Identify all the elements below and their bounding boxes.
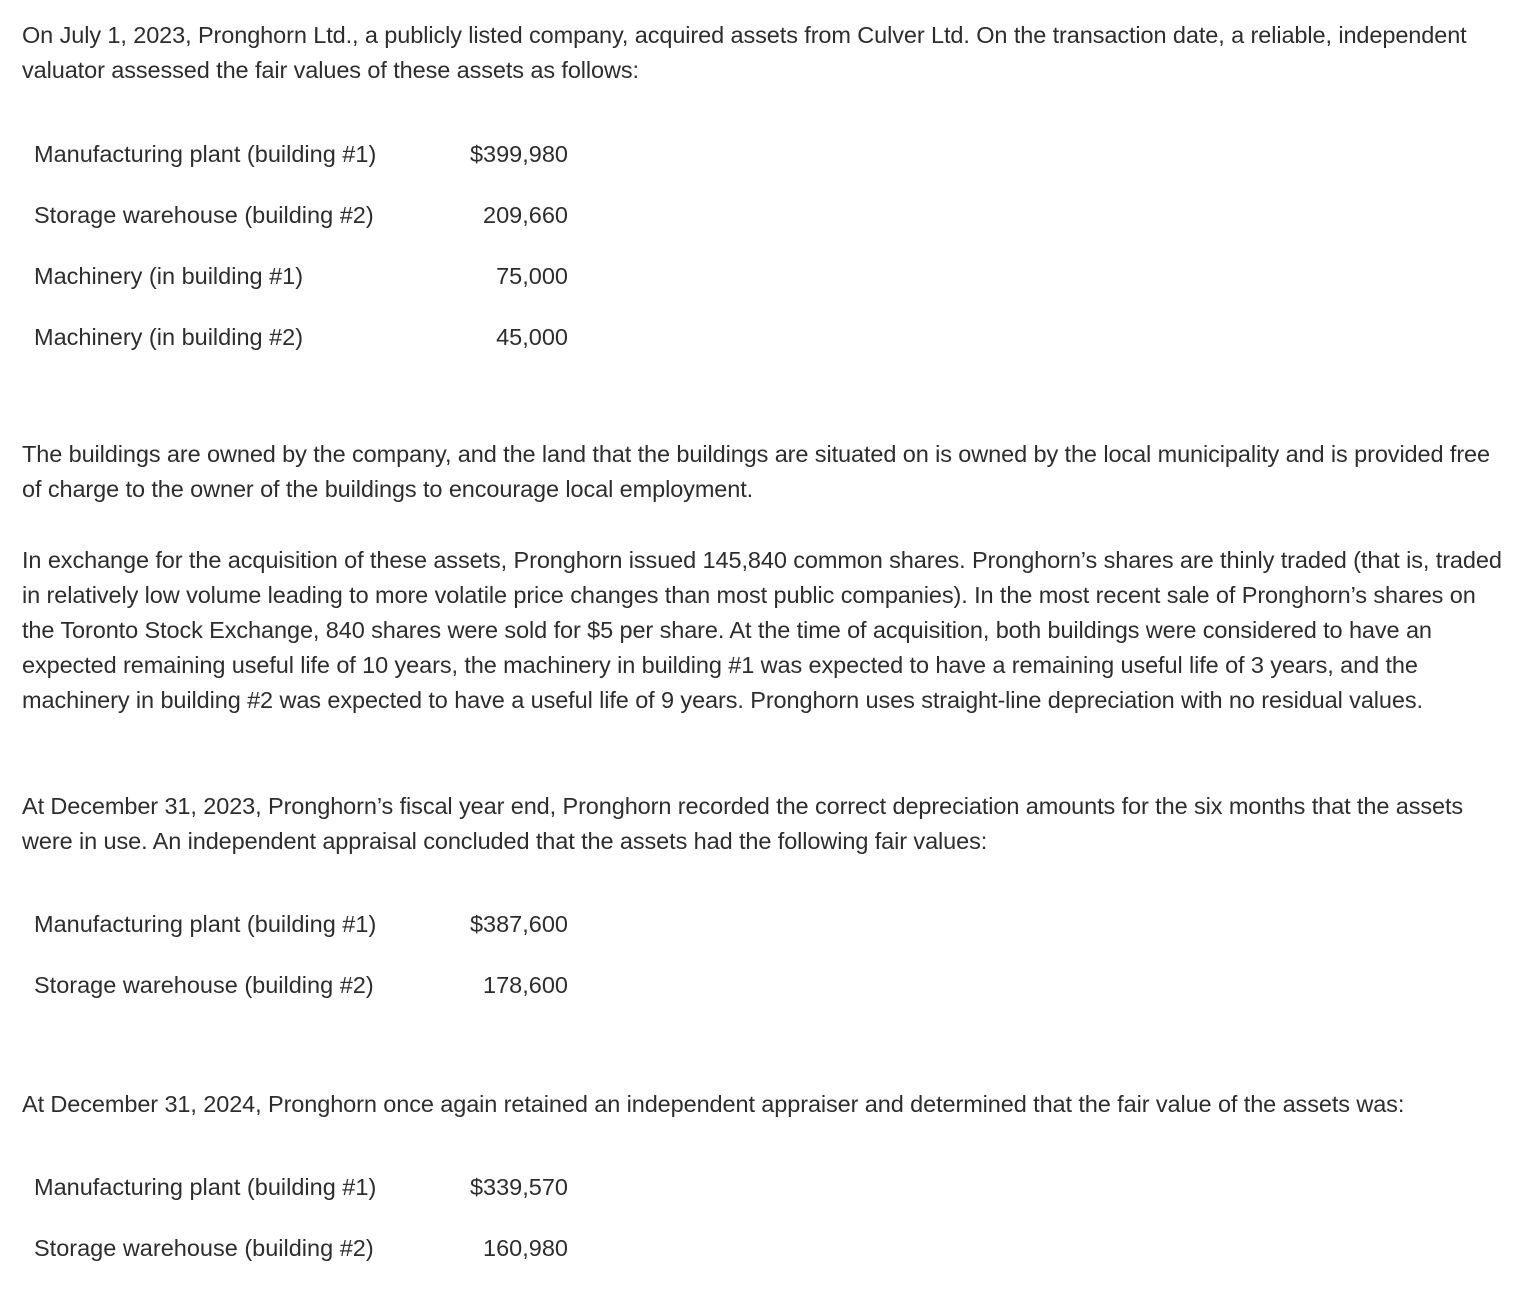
asset-amount: $387,600 xyxy=(469,911,568,937)
asset-label: Manufacturing plant (building #1) xyxy=(34,911,377,937)
exchange-paragraph: In exchange for the acquisition of these assets, Pronghorn issued 145,840 common shares. Pronghorn’s shares are thinly traded (that is, traded in relatively low volume leading to more volatile price changes than most public companies). In the most recent sale of Pronghorn’s shares on the Toronto Stock Exchange, 840 shares were sold for $5 per share. At the time of acquisition, both buildings were considered to have an expected remaining useful life of 10 years, the machinery in building #1 was expected to have a remaining useful life of 3 years, and the machinery in building #2 was expected to have a useful life of 9 years. Pronghorn uses straight-line depreciation with no residual values. xyxy=(22,547,1502,713)
table-row xyxy=(34,1157,568,1218)
asset-label: Storage warehouse (building #2) xyxy=(34,972,374,998)
dec-2024-paragraph: At December 31, 2024, Pronghorn once again retained an independent appraiser and determined that the fair value of the assets was: xyxy=(22,1091,1405,1117)
asset-amount: 178,600 xyxy=(483,972,568,998)
table-row xyxy=(34,124,568,185)
table-row xyxy=(34,307,568,368)
table-row xyxy=(34,185,568,246)
land-paragraph: The buildings are owned by the company, and the land that the buildings are situated on is owned by the local municipality and is provided free of charge to the owner of the buildings to encourage local employment. xyxy=(22,441,1490,502)
asset-amount: 160,980 xyxy=(483,1235,568,1261)
asset-amount: 45,000 xyxy=(496,324,568,350)
asset-label: Manufacturing plant (building #1) xyxy=(34,1174,377,1200)
asset-amount: 209,660 xyxy=(483,202,568,228)
table-row xyxy=(34,955,568,1016)
dec-2023-paragraph: At December 31, 2023, Pronghorn’s fiscal year end, Pronghorn recorded the correct depreciation amounts for the six months that the assets were in use. An independent appraisal concluded that the assets had the following fair values: xyxy=(22,793,1464,854)
asset-label: Manufacturing plant (building #1) xyxy=(34,141,377,167)
table-row xyxy=(34,1218,568,1279)
asset-label: Storage warehouse (building #2) xyxy=(34,202,374,228)
intro-paragraph: On July 1, 2023, Pronghorn Ltd., a publicly listed company, acquired assets from Culver Ltd. On the transaction date, a reliable, independent valuator assessed the fair values of these assets as follows: xyxy=(22,22,1467,83)
table-row xyxy=(34,246,568,307)
acquisition-fair-values-table xyxy=(34,124,568,368)
asset-amount: $339,570 xyxy=(469,1174,568,1200)
asset-label: Machinery (in building #1) xyxy=(34,263,304,289)
table-row xyxy=(34,894,568,955)
asset-label: Machinery (in building #2) xyxy=(34,324,304,350)
asset-label: Storage warehouse (building #2) xyxy=(34,1235,374,1261)
fair-values-2024-table xyxy=(34,1157,568,1279)
fair-values-2023-table xyxy=(34,894,568,1016)
asset-amount: $399,980 xyxy=(469,141,568,167)
asset-amount: 75,000 xyxy=(496,263,568,289)
